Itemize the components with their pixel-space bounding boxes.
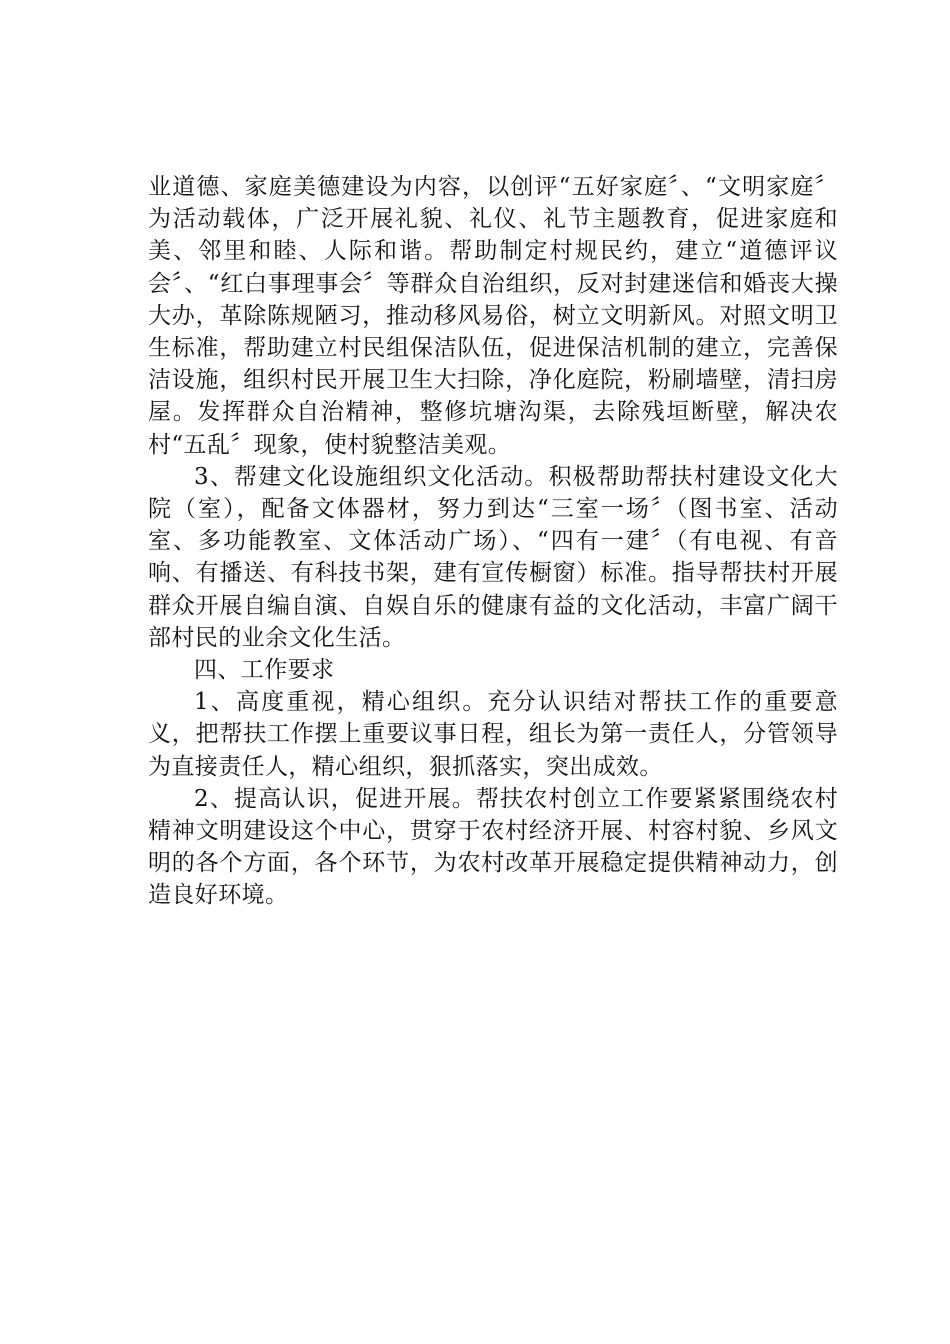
paragraph-requirement-2: 2、提高认识，促进开展。帮扶农村创立工作要紧紧围绕农村精神文明建设这个中心，贯穿于农村经济开展、村容村貌、乡风文明的各个方面，各个环节，为农村改革开展稳定提供精神动力，创造良好环境。: [148, 785, 838, 909]
paragraph-continuation: 业道德、家庭美德建设为内容，以创评“五好家庭〞、“文明家庭〞为活动载体，广泛开展礼貌、礼仪、礼节主题教育，促进家庭和美、邻里和睦、人际和谐。帮助制定村规民约，建立“道德评议会〞、“红白事理事会〞等群众自治组织，反对封建迷信和婚丧大操大办，革除陈规陋习，推动移风易俗，树立文明新风。对照文明卫生标准，帮助建立村民组保洁队伍，促进保洁机制的建立，完善保洁设施，组织村民开展卫生大扫除，净化庭院，粉刷墙壁，清扫房屋。发挥群众自治精神，整修坑塘沟渠，去除残垣断壁，解决农村“五乱〞现象，使村貌整洁美观。: [148, 174, 838, 458]
section-heading-work-requirements: 四、工作要求: [194, 657, 335, 684]
paragraph-requirement-1: 1、高度重视，精心组织。充分认识结对帮扶工作的重要意义，把帮扶工作摆上重要议事日程，组长为第一责任人，分管领导为直接责任人，精心组织，狠抓落实，突出成效。: [148, 689, 838, 780]
paragraph-item-3: 3、帮建文化设施组织文化活动。积极帮助帮扶村建设文化大院（室），配备文体器材，努力到达“三室一场〞（图书室、活动室、多功能教室、文体活动广场）、“四有一建〞（有电视、有音响、有播送、有科技书架，建有宣传橱窗）标准。指导帮扶村开展群众开展自编自演、自娱自乐的健康有益的文化活动，丰富广阔干部村民的业余文化生活。: [148, 463, 838, 651]
document-body: [148, 171, 838, 912]
